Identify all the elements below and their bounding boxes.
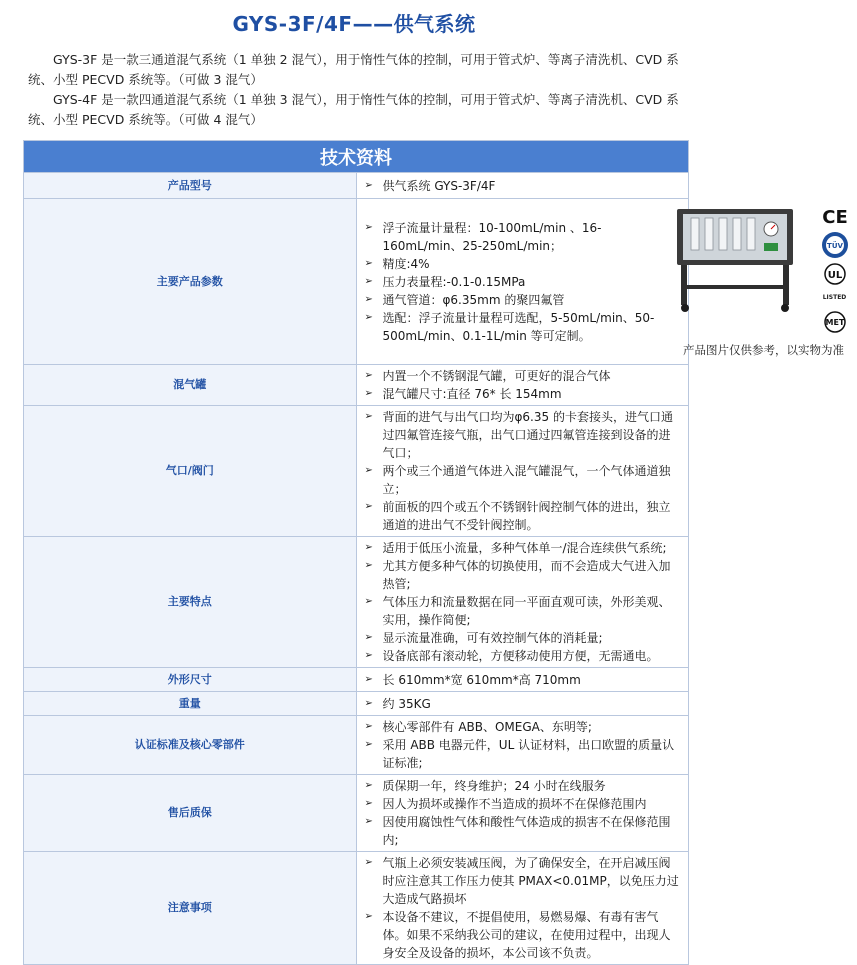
bullet-icon: ➢	[364, 388, 373, 399]
list-item: ➢ 采用 ABB 电器元件，UL 认证材料，出口欧盟的质量认证标准;	[364, 738, 675, 770]
list-item: ➢ 因使用腐蚀性气体和酸性气体造成的损害不在保修范围内;	[364, 815, 671, 847]
label-model: 产品型号	[24, 173, 357, 199]
bullet-icon: ➢	[364, 721, 373, 732]
list-item: ➢ 因人为损坏或操作不当造成的损坏不在保修范围内	[364, 797, 647, 811]
bullet-icon: ➢	[364, 411, 373, 422]
bullet-icon: ➢	[364, 816, 373, 827]
list-item: ➢ 适用于低压小流量，多种气体单一/混合连续供气系统;	[364, 541, 667, 555]
content-mixing-tank	[356, 365, 689, 406]
bullet-icon: ➢	[364, 739, 373, 750]
list-item: ➢ 质保期一年，终身维护；24 小时在线服务	[364, 779, 606, 793]
bullet-icon: ➢	[364, 632, 373, 643]
list-item: ➢ 核心零部件有 ABB、OMEGA、东明等;	[364, 720, 592, 734]
bullet-icon: ➢	[364, 596, 373, 607]
cert-ul: UL	[827, 269, 842, 281]
met-mark-icon	[820, 311, 850, 333]
label-dimensions: 外形尺寸	[24, 668, 357, 692]
intro-paragraph-4f: GYS-4F 是一款四通道混气系统（1 单独 3 混气），用于惰性气体的控制，可用于管式炉、等离子清洗机、CVD 系统、小型 PECVD 系统等。（可做 4 混气）	[28, 92, 679, 127]
bullet-icon: ➢	[364, 275, 373, 287]
bullet-icon: ➢	[364, 857, 373, 868]
intro-paragraph-3f: GYS-3F 是一款三通道混气系统（1 单独 2 混气），用于惰性气体的控制，可用于管式炉、等离子清洗机、CVD 系统、小型 PECVD 系统等。（可做 3 混气）	[28, 52, 679, 87]
list-item: ➢ 供气系统 GYS-3F/4F	[364, 178, 496, 193]
list-item: ➢ 压力表量程:-0.1-0.15MPa	[364, 274, 526, 289]
content-certification	[356, 716, 689, 775]
label-valves: 气口/阀门	[24, 406, 357, 537]
list-item: ➢ 选配：浮子流量计量程可选配，5-50mL/min、50-500mL/min、0.1-1L/min 等可定制。	[364, 310, 655, 343]
label-main-params: 主要产品参数	[24, 199, 357, 365]
bullet-icon: ➢	[364, 780, 373, 791]
list-item: ➢ 长 610mm*宽 610mm*高 710mm	[364, 672, 581, 687]
content-main-params	[356, 199, 848, 365]
cert-listed: LISTED	[822, 293, 847, 301]
bullet-icon: ➢	[364, 697, 373, 709]
ce-mark-icon	[820, 205, 850, 227]
list-item: ➢ 混气罐尺寸:直径 76* 长 154mm	[364, 387, 562, 401]
label-weight: 重量	[24, 692, 357, 716]
list-item: ➢ 通气管道：φ6.35mm 的聚四氟管	[364, 292, 565, 307]
certification-marks	[813, 205, 857, 333]
bullet-icon: ➢	[364, 650, 373, 661]
list-item: ➢ 约 35KG	[364, 696, 431, 711]
bullet-icon: ➢	[364, 911, 373, 922]
image-caption: 产品图片仅供参考，以实物为准	[683, 342, 844, 357]
list-item: ➢ 显示流量准确，可有效控制气体的消耗量;	[364, 631, 603, 645]
label-features: 主要特点	[24, 537, 357, 668]
tuv-mark-icon	[821, 231, 849, 259]
bullet-icon: ➢	[364, 370, 373, 381]
product-image-block	[665, 205, 857, 359]
bullet-icon: ➢	[364, 465, 373, 476]
bullet-icon: ➢	[364, 311, 373, 323]
content-after-sales	[356, 775, 689, 852]
bullet-icon: ➢	[364, 179, 373, 191]
cert-met: MET	[825, 317, 844, 327]
spec-table	[23, 140, 848, 965]
bullet-icon: ➢	[364, 221, 373, 233]
ul-mark-icon	[820, 263, 850, 285]
content-dimensions	[356, 668, 689, 692]
bullet-icon: ➢	[364, 542, 373, 553]
table-header: 技术资料	[24, 141, 689, 173]
list-item: ➢ 气体压力和流量数据在同一平面直观可读，外形美观、实用，操作简便;	[364, 595, 671, 627]
list-item: ➢ 气瓶上必须安装减压阀，为了确保安全，在开启减压阀时应注意其工作压力使其 PMAX<0.01MP，以免压力过大造成气路损坏	[364, 856, 679, 906]
bullet-icon: ➢	[364, 673, 373, 685]
content-model	[356, 173, 689, 199]
list-item: ➢ 本设备不建议，不提倡使用，易燃易爆、有毒有害气体。如果不采纳我公司的建议，在使用过程中，出现人身安全及设备的损坏，本公司该不负责。	[364, 910, 671, 960]
bullet-icon: ➢	[364, 798, 373, 809]
list-item: ➢ 内置一个不锈钢混气罐，可更好的混合气体	[364, 369, 611, 383]
label-notes: 注意事项	[24, 852, 357, 965]
list-item: ➢ 尤其方便多种气体的切换使用，而不会造成大气进入加热管;	[364, 559, 671, 591]
list-item: ➢ 两个或三个通道气体进入混气罐混气，一个气体通道独立；	[364, 464, 671, 496]
bullet-icon: ➢	[364, 257, 373, 269]
bullet-icon: ➢	[364, 560, 373, 571]
page-title: GYS-3F/4F——供气系统	[232, 12, 476, 36]
bullet-icon: ➢	[364, 501, 373, 512]
label-certification: 认证标准及核心零部件	[24, 716, 357, 775]
list-item: ➢ 精度:4%	[364, 256, 430, 271]
content-notes	[356, 852, 689, 965]
content-valves	[356, 406, 689, 537]
list-item: ➢ 前面板的四个或五个不锈钢针阀控制气体的进出，独立通道的进出气不受针阀控制。	[364, 500, 671, 532]
cert-ce: CE	[821, 206, 848, 228]
label-after-sales: 售后质保	[24, 775, 357, 852]
list-item: ➢ 背面的进气与出气口均为φ6.35 的卡套接头，进气口通过四氟管连接气瓶，出气口通过四氟管连接到设备的进气口；	[364, 410, 673, 460]
content-features	[356, 537, 689, 668]
product-image	[671, 205, 799, 313]
label-mixing-tank: 混气罐	[24, 365, 357, 406]
list-item: ➢ 设备底部有滚动轮，方便移动使用方便，无需通电。	[364, 649, 659, 663]
intro-text	[28, 50, 688, 130]
list-item: ➢ 浮子流量计量程：10-100mL/min 、16-160mL/min、25-250mL/min；	[364, 220, 602, 253]
bullet-icon: ➢	[364, 293, 373, 305]
cert-tuv: TÜV	[826, 241, 843, 250]
content-weight	[356, 692, 689, 716]
